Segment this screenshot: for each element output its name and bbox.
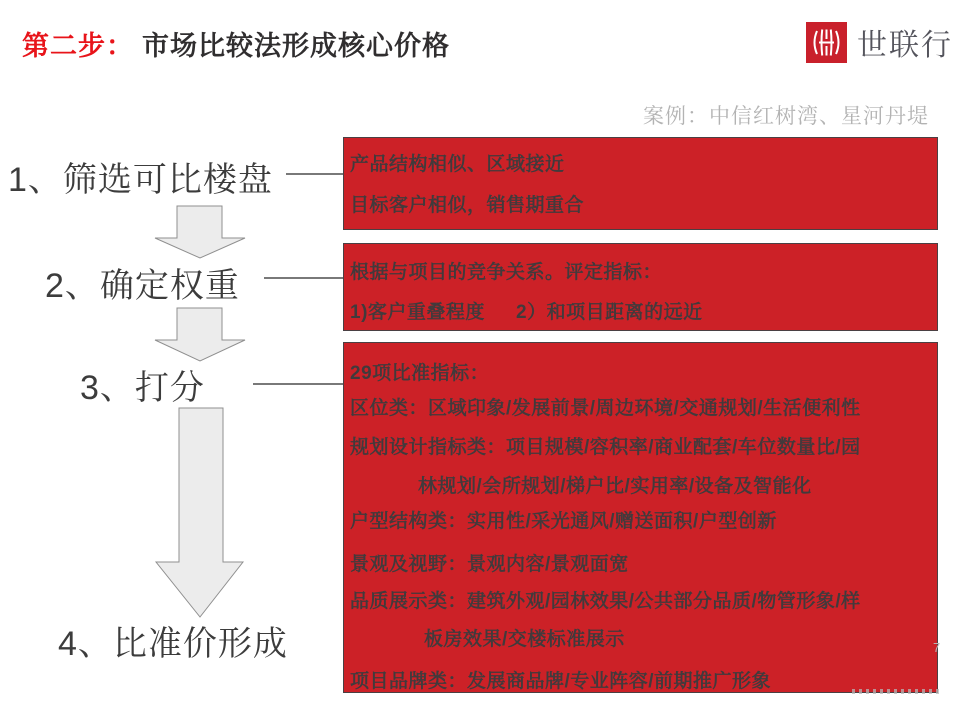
box3-line-6: 景观及视野：景观内容/景观面宽: [350, 554, 629, 575]
case-note: 案例：中信红树湾、星河丹堤: [643, 105, 929, 128]
down-arrow-icon: [155, 206, 245, 258]
step-2-label: 2、确定权重: [45, 267, 240, 305]
box3-line-4: 林规划/会所规划/梯户比/实用率/设备及智能化: [418, 476, 812, 497]
box3-line-7: 品质展示类：建筑外观/园林效果/公共部分品质/物管形象/样: [350, 591, 861, 612]
box2-line-2b: 2）和项目距离的远近: [516, 302, 703, 323]
step-3-label: 3、打分: [80, 369, 205, 407]
box3-line-1: 29项比准指标：: [350, 363, 490, 384]
down-arrow-icon: [156, 408, 243, 617]
box-scoring-indicators: [343, 342, 941, 693]
box-weight-determination: [343, 243, 938, 331]
box2-line-1: 根据与项目的竞争关系。评定指标：: [350, 262, 663, 283]
box-comparable-selection: [343, 137, 938, 230]
company-logo: [806, 20, 953, 64]
box3-line-2: 区位类：区域印象/发展前景/周边环境/交通规划/生活便利性: [350, 398, 861, 419]
box1-line-1: 产品结构相似、区域接近: [350, 154, 565, 175]
box1-line-2: 目标客户相似，销售期重合: [350, 195, 585, 216]
box3-line-9: 项目品牌类：发展商品牌/专业阵容/前期推广形象: [350, 671, 772, 692]
step-1-label: 1、筛选可比楼盘: [8, 161, 273, 199]
step-4-label: 4、比准价形成: [58, 625, 288, 663]
box2-line-2a: 1)客户重叠程度: [350, 302, 485, 323]
company-name: 世联行: [857, 29, 953, 62]
title-text: 市场比较法形成核心价格: [142, 31, 450, 61]
page-title: [22, 24, 450, 63]
box3-line-5: 户型结构类：实用性/采光通风/赠送面积/户型创新: [350, 511, 777, 532]
box3-line-3: 规划设计指标类：项目规模/容积率/商业配套/车位数量比/园: [350, 437, 861, 458]
box3-line-8: 板房效果/交楼标准展示: [424, 629, 625, 650]
down-arrow-icon: [155, 308, 245, 361]
title-step-label: 第二步：: [22, 31, 134, 61]
watermark-marks: [852, 689, 940, 694]
worldunion-logo-icon: [806, 22, 847, 63]
page-number: 7: [933, 640, 941, 655]
